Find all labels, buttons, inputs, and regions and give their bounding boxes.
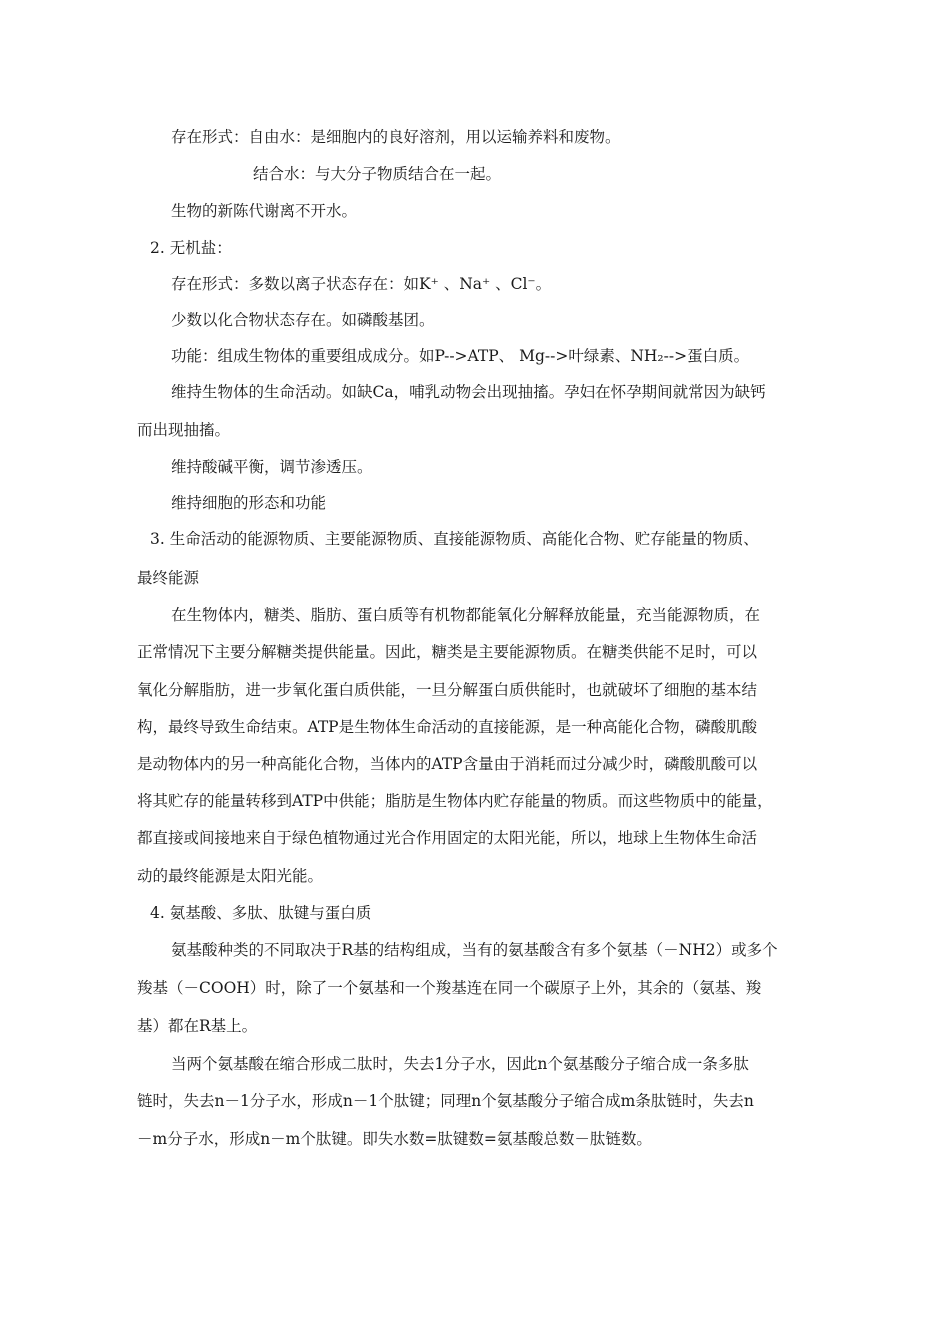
paragraph-peptide-line-3: －m分子水，形成n－m个肽键。即失水数=肽键数=氨基酸总数－肽链数。 [137, 1130, 652, 1148]
section-heading-energy-substances: 3. 生命活动的能源物质、主要能源物质、直接能源物质、高能化合物、贮存能量的物质、 [150, 530, 759, 548]
text-line-life-activity: 维持生物体的生命活动。如缺Ca，哺乳动物会出现抽搐。孕妇在怀孕期间就常因为缺钙 [171, 383, 766, 401]
paragraph-energy-line-5: 是动物体内的另一种高能化合物，当体内的ATP含量由于消耗而过分减少时，磷酸肌酸可以 [137, 755, 758, 773]
section-heading-amino-acids: 4. 氨基酸、多肽、肽键与蛋白质 [150, 904, 372, 922]
section-heading-inorganic-salts: 2. 无机盐： [150, 239, 232, 257]
text-line-final-energy: 最终能源 [137, 569, 200, 587]
text-line-functions: 功能：组成生物体的重要组成成分。如P-->ATP、 Mg-->叶绿素、NH₂-->蛋白质。 [171, 347, 750, 365]
paragraph-peptide-line-2: 链时，失去n－1分子水，形成n－1个肽键；同理n个氨基酸分子缩合成m条肽链时，失去n [137, 1092, 754, 1110]
paragraph-peptide-line-1: 当两个氨基酸在缩合形成二肽时，失去1分子水，因此n个氨基酸分子缩合成一条多肽 [171, 1055, 749, 1073]
paragraph-energy-line-2: 正常情况下主要分解糖类提供能量。因此，糖类是主要能源物质。在糖类供能不足时，可以 [137, 643, 758, 661]
text-line-ion-forms: 存在形式：多数以离子状态存在：如K⁺ 、Na⁺ 、Cl⁻。 [171, 275, 552, 293]
paragraph-energy-line-6: 将其贮存的能量转移到ATP中供能；脂肪是生物体内贮存能量的物质。而这些物质中的能量， [137, 792, 773, 810]
text-line-cell-shape: 维持细胞的形态和功能 [171, 494, 327, 512]
paragraph-amino-line-2: 羧基（－COOH）时，除了一个氨基和一个羧基连在同一个碳原子上外，其余的（氨基、羧 [137, 979, 762, 997]
paragraph-energy-line-3: 氧化分解脂肪，进一步氧化蛋白质供能，一旦分解蛋白质供能时，也就破坏了细胞的基本结 [137, 681, 758, 699]
paragraph-energy-line-7: 都直接或间接地来自于绿色植物通过光合作用固定的太阳光能，所以，地球上生物体生命活 [137, 829, 758, 847]
paragraph-amino-line-1: 氨基酸种类的不同取决于R基的结构组成，当有的氨基酸含有多个氨基（－NH2）或多个 [171, 941, 778, 959]
text-line-metabolism-water: 生物的新陈代谢离不开水。 [171, 202, 358, 220]
text-line-convulsion: 而出现抽搐。 [137, 421, 231, 439]
paragraph-energy-line-8: 动的最终能源是太阳光能。 [137, 867, 324, 885]
paragraph-amino-line-3: 基）都在R基上。 [137, 1017, 258, 1035]
paragraph-energy-line-4: 构，最终导致生命结束。ATP是生物体生命活动的直接能源，是一种高能化合物，磷酸肌酸 [137, 718, 758, 736]
text-line-compound-forms: 少数以化合物状态存在。如磷酸基团。 [171, 311, 435, 329]
text-line-bound-water: 结合水：与大分子物质结合在一起。 [253, 165, 502, 183]
text-line-acid-base: 维持酸碱平衡，调节渗透压。 [171, 458, 373, 476]
text-line-water-forms: 存在形式：自由水：是细胞内的良好溶剂，用以运输养料和废物。 [171, 128, 621, 146]
paragraph-energy-line-1: 在生物体内，糖类、脂肪、蛋白质等有机物都能氧化分解释放能量，充当能源物质，在 [171, 606, 761, 624]
